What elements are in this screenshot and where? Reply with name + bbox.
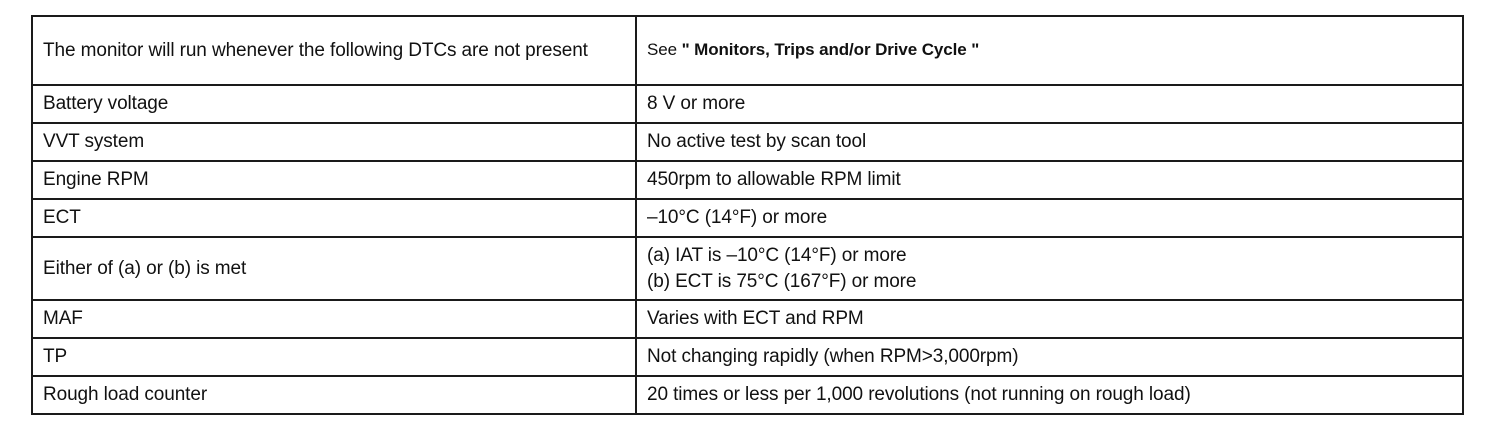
specification-cell — [636, 16, 1463, 85]
table-row — [32, 199, 1463, 237]
condition-cell: MAF — [32, 300, 636, 338]
condition-cell: Either of (a) or (b) is met — [32, 237, 636, 300]
condition-cell: VVT system — [32, 123, 636, 161]
condition-cell: The monitor will run whenever the following DTCs are not present — [32, 16, 636, 85]
condition-cell: ECT — [32, 199, 636, 237]
specification-cell: –10°C (14°F) or more — [636, 199, 1463, 237]
see-prefix: See — [647, 40, 682, 60]
condition-cell: TP — [32, 338, 636, 376]
specification-cell — [636, 237, 1463, 300]
table-row — [32, 16, 1463, 85]
specification-cell: Not changing rapidly (when RPM>3,000rpm) — [636, 338, 1463, 376]
specification-cell: 8 V or more — [636, 85, 1463, 123]
table-row — [32, 161, 1463, 199]
spec-line-a: (a) IAT is –10°C (14°F) or more — [647, 245, 907, 267]
condition-cell: Engine RPM — [32, 161, 636, 199]
drive-cycle-reference: " Monitors, Trips and/or Drive Cycle " — [681, 40, 980, 60]
table-row — [32, 123, 1463, 161]
specification-cell: No active test by scan tool — [636, 123, 1463, 161]
specification-cell: Varies with ECT and RPM — [636, 300, 1463, 338]
condition-cell: Battery voltage — [32, 85, 636, 123]
specification-cell: 450rpm to allowable RPM limit — [636, 161, 1463, 199]
table-row — [32, 300, 1463, 338]
monitor-conditions-table — [31, 15, 1464, 415]
table-row — [32, 85, 1463, 123]
table-row — [32, 237, 1463, 300]
table-row — [32, 376, 1463, 414]
specification-cell: 20 times or less per 1,000 revolutions (not running on rough load) — [636, 376, 1463, 414]
spec-line-b: (b) ECT is 75°C (167°F) or more — [647, 270, 917, 292]
condition-cell: Rough load counter — [32, 376, 636, 414]
table-row — [32, 338, 1463, 376]
